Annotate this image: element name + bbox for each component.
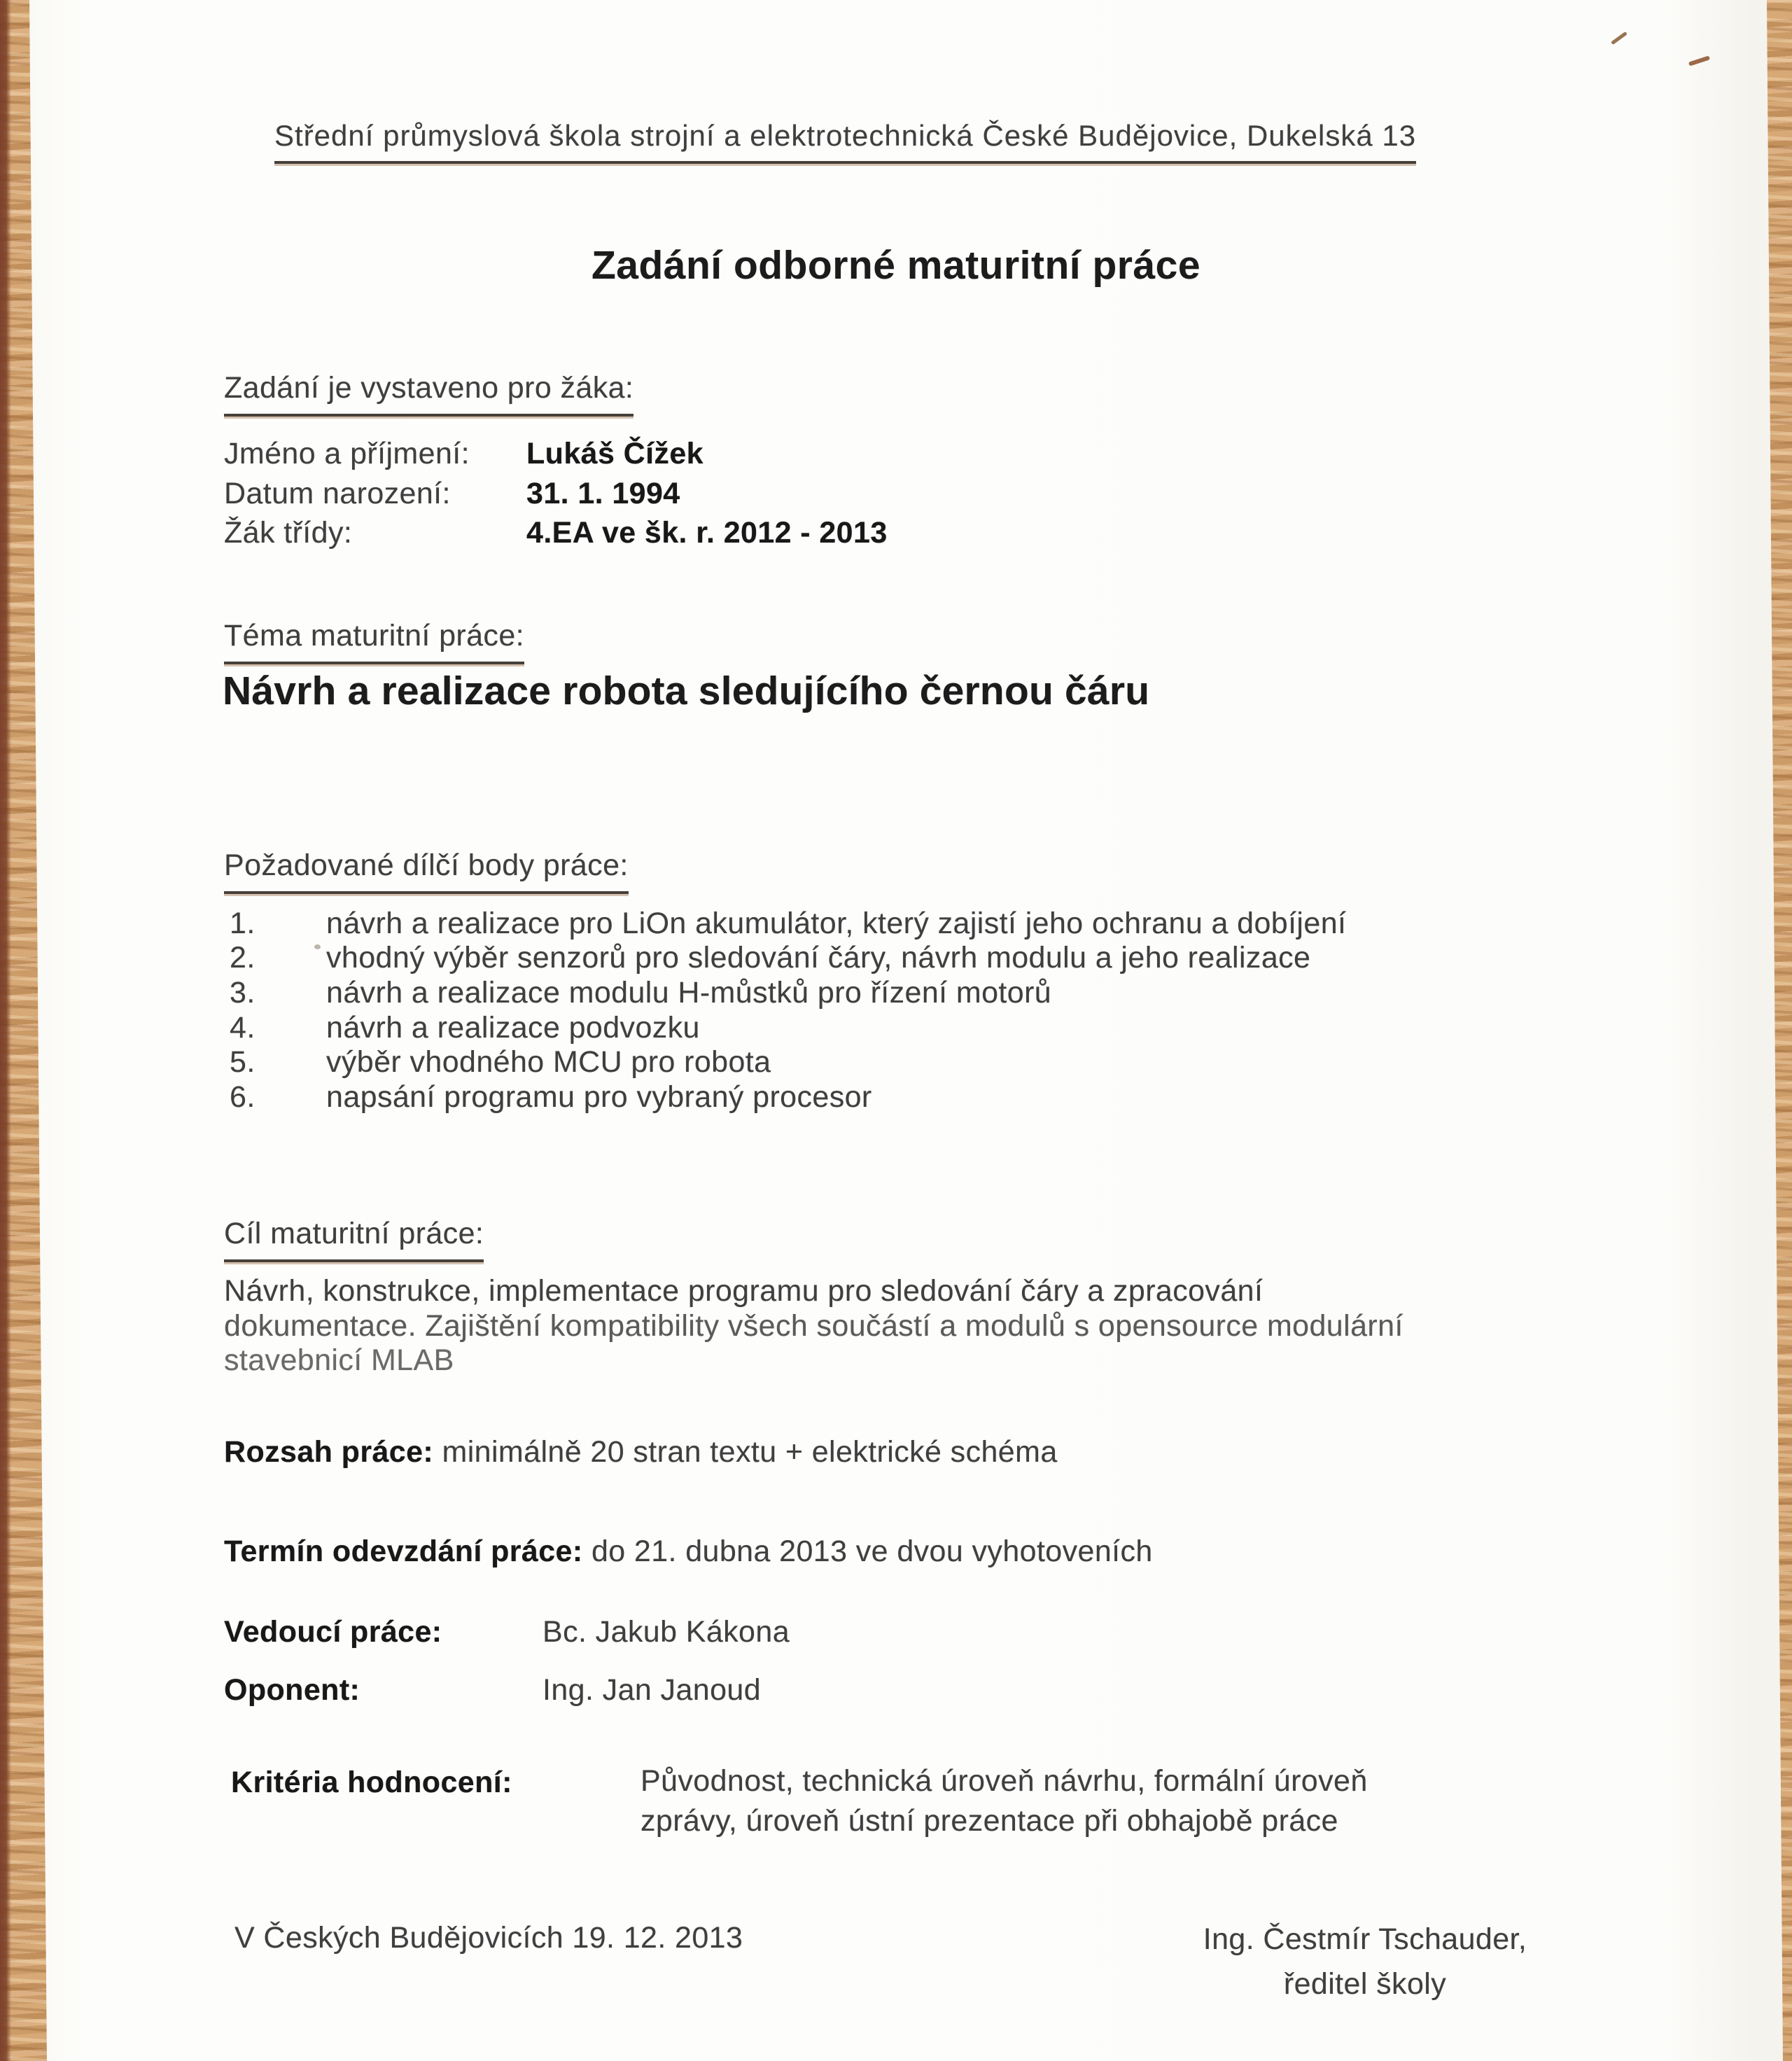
item-number: 2. — [230, 941, 255, 974]
criteria-line-1: Původnost, technická úroveň návrhu, formální úroveň — [640, 1764, 1368, 1798]
requirement-item-6 — [230, 1079, 872, 1117]
school-header — [274, 118, 1416, 164]
goal-section-heading: Cíl maturitní práce: — [224, 1215, 484, 1262]
requirement-item-4 — [230, 1009, 700, 1047]
criteria-label: Kritéria hodnocení: — [231, 1766, 512, 1799]
item-text: návrh a realizace pro LiOn akumulátor, který zajistí jeho ochranu a dobíjení — [326, 907, 1347, 940]
opponent-row — [224, 1672, 761, 1710]
scope-value: minimálně 20 stran textu + elektrické schéma — [433, 1435, 1058, 1469]
signature-name: Ing. Čestmír Tschauder, — [1203, 1922, 1527, 1956]
student-row-name — [224, 435, 704, 473]
criteria-line-2: zprávy, úroveň ústní prezentace při obhajobě práce — [640, 1804, 1338, 1838]
goal-paragraph-line-3: stavebnicí MLAB — [224, 1343, 454, 1377]
deadline-label: Termín odevzdání práce: — [224, 1535, 583, 1568]
student-section-heading: Zadání je vystaveno pro žáka: — [224, 370, 634, 417]
item-number: 4. — [230, 1011, 255, 1045]
requirement-item-5 — [230, 1044, 771, 1082]
scope-row — [224, 1434, 1058, 1472]
thesis-theme-title: Návrh a realizace robota sledujícího černou čáru — [223, 669, 1150, 713]
item-text: výběr vhodného MCU pro robota — [326, 1045, 771, 1079]
supervisor-row — [224, 1614, 790, 1651]
supervisor-label: Vedoucí práce: — [224, 1615, 442, 1649]
item-text: vhodný výběr senzorů pro sledování čáry, návrh modulu a jeho realizace — [326, 941, 1311, 974]
item-number: 1. — [230, 907, 255, 940]
requirements-section-heading: Požadované dílčí body práce: — [224, 847, 629, 894]
deadline-value: do 21. dubna 2013 ve dvou vyhotoveních — [582, 1535, 1153, 1568]
goal-paragraph-line-1: Návrh, konstrukce, implementace programu pro sledování čáry a zpracování — [224, 1274, 1264, 1308]
theme-section-heading: Téma maturitní práce: — [224, 617, 524, 664]
requirement-item-3 — [230, 974, 1051, 1012]
document-title: Zadání odborné maturitní práce — [591, 243, 1201, 288]
deadline-row — [224, 1533, 1153, 1571]
signature-role: ředitel školy — [1283, 1967, 1447, 2001]
name-value: Lukáš Čížek — [526, 437, 704, 470]
opponent-label: Oponent: — [224, 1673, 360, 1707]
scope-label: Rozsah práce: — [224, 1435, 434, 1469]
place-and-date: V Českých Budějovicích 19. 12. 2013 — [234, 1921, 743, 1955]
item-number: 5. — [230, 1045, 255, 1079]
item-text: napsání programu pro vybraný procesor — [326, 1080, 872, 1114]
criteria-value — [640, 1761, 1368, 1841]
goal-paragraph-line-2: dokumentace. Zajištění kompatibility všech součástí a modulů s opensource modulární — [224, 1309, 1404, 1343]
signature-block — [1148, 1917, 1582, 2006]
item-text: návrh a realizace modulu H-můstků pro řízení motorů — [326, 976, 1052, 1009]
class-label: Žák třídy: — [224, 516, 353, 550]
item-number: 3. — [230, 976, 255, 1009]
student-row-class — [224, 515, 888, 552]
name-label: Jméno a příjmení: — [224, 437, 470, 470]
opponent-value: Ing. Jan Janoud — [542, 1673, 762, 1707]
item-number: 6. — [230, 1080, 255, 1114]
requirement-item-2 — [230, 939, 1310, 977]
supervisor-value: Bc. Jakub Kákona — [542, 1615, 790, 1649]
birthdate-value: 31. 1. 1994 — [526, 477, 680, 510]
student-row-birthdate — [224, 475, 680, 513]
requirement-item-1 — [230, 905, 1346, 943]
birthdate-label: Datum narození: — [224, 477, 451, 510]
item-text: návrh a realizace podvozku — [326, 1011, 700, 1045]
school-header-text: Střední průmyslová škola strojní a elektrotechnická České Budějovice, Dukelská 13 — [274, 118, 1416, 164]
class-value: 4.EA ve šk. r. 2012 - 2013 — [526, 516, 888, 550]
